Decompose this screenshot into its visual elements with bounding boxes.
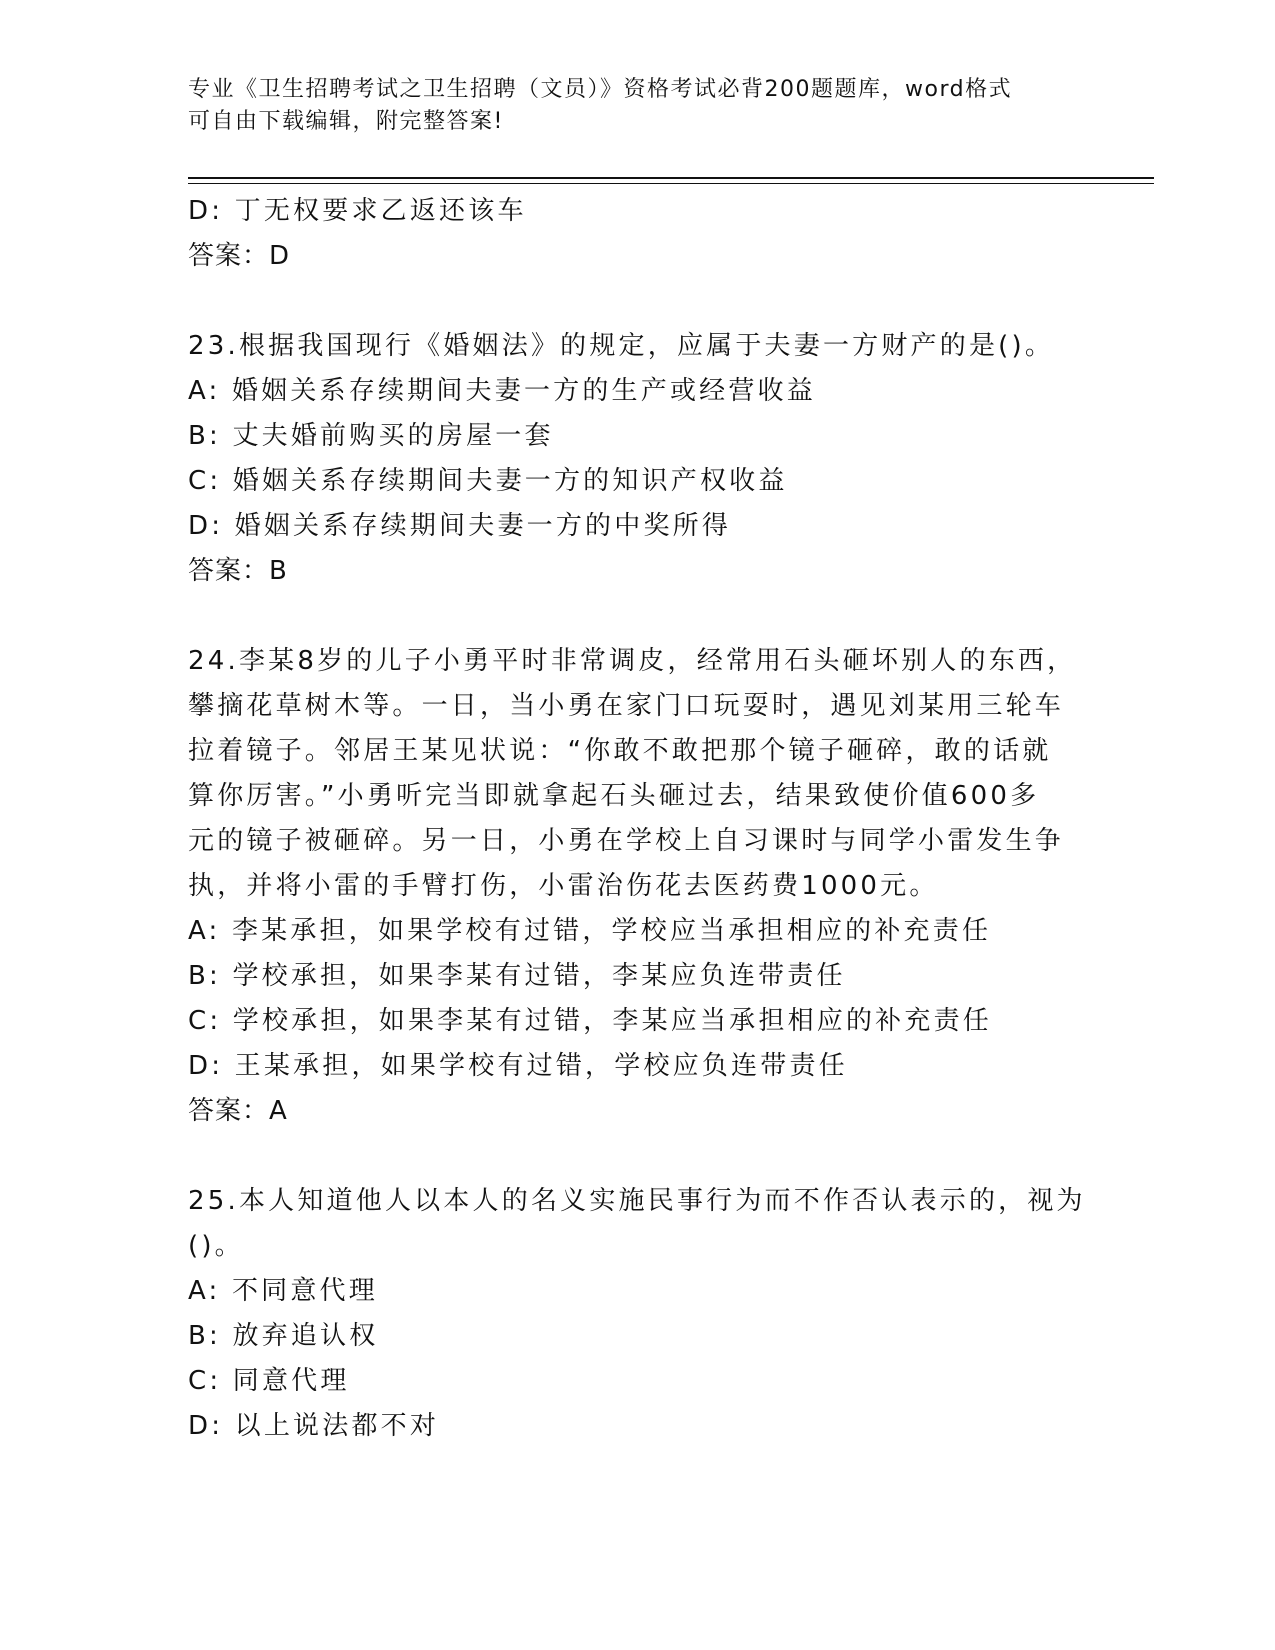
question-stem-line: 24.李某8岁的儿子小勇平时非常调皮，经常用石头砸坏别人的东西， xyxy=(188,646,1077,676)
question-stem: 23.根据我国现行《婚姻法》的规定，应属于夫妻一方财产的是()。 xyxy=(188,331,1055,361)
option-d: D: 以上说法都不对 xyxy=(188,1411,440,1441)
option-d: D: 王某承担，如果学校有过错，学校应负连带责任 xyxy=(188,1051,848,1081)
option-a: A: 婚姻关系存续期间夫妻一方的生产或经营收益 xyxy=(188,376,816,406)
header-line-1: 专业《卫生招聘考试之卫生招聘（文员）》资格考试必背200题题库，word格式 xyxy=(188,77,1013,102)
question-25 xyxy=(188,1179,1088,1449)
question-stem-line: 执，并将小雷的手臂打伤，小雷治伤花去医药费1000元。 xyxy=(188,871,939,901)
spacer xyxy=(188,1134,1088,1179)
header-line-2: 可自由下载编辑，附完整答案! xyxy=(188,109,504,134)
option-c: C: 同意代理 xyxy=(188,1366,350,1396)
question-stem-line: 25.本人知道他人以本人的名义实施民事行为而不作否认表示的，视为 xyxy=(188,1186,1086,1216)
answer-line: 答案：B xyxy=(188,556,288,586)
spacer xyxy=(188,279,1088,324)
answer-line: 答案：D xyxy=(188,241,291,271)
answer-line: 答案：A xyxy=(188,1096,288,1126)
option-b: B: 学校承担，如果李某有过错，李某应负连带责任 xyxy=(188,961,846,991)
header-divider-thin xyxy=(188,183,1154,184)
option-c: C: 婚姻关系存续期间夫妻一方的知识产权收益 xyxy=(188,466,788,496)
option-a: A: 李某承担，如果学校有过错，学校应当承担相应的补充责任 xyxy=(188,916,992,946)
question-stem-line: ()。 xyxy=(188,1231,244,1261)
option-a: A: 不同意代理 xyxy=(188,1276,378,1306)
option-b: B: 丈夫婚前购买的房屋一套 xyxy=(188,421,554,451)
option-c: C: 学校承担，如果李某有过错，李某应当承担相应的补充责任 xyxy=(188,1006,992,1036)
document-header xyxy=(188,74,1068,138)
option-b: B: 放弃追认权 xyxy=(188,1321,379,1351)
question-stem-line: 元的镜子被砸碎。另一日，小勇在学校上自习课时与同学小雷发生争 xyxy=(188,826,1065,856)
question-stem-line: 攀摘花草树木等。一日，当小勇在家门口玩耍时，遇见刘某用三轮车 xyxy=(188,691,1065,721)
document-body xyxy=(188,189,1088,1449)
header-divider-thick xyxy=(188,177,1154,179)
spacer xyxy=(188,594,1088,639)
option-d: D: 丁无权要求乙返还该车 xyxy=(188,196,527,226)
question-23 xyxy=(188,324,1088,594)
question-22-tail xyxy=(188,189,1088,279)
option-d: D: 婚姻关系存续期间夫妻一方的中奖所得 xyxy=(188,511,732,541)
question-stem-line: 拉着镜子。邻居王某见状说：“你敢不敢把那个镜子砸碎，敢的话就 xyxy=(188,736,1052,766)
question-24 xyxy=(188,639,1088,1134)
question-stem-line: 算你厉害。”小勇听完当即就拿起石头砸过去，结果致使价值600多 xyxy=(188,781,1040,811)
